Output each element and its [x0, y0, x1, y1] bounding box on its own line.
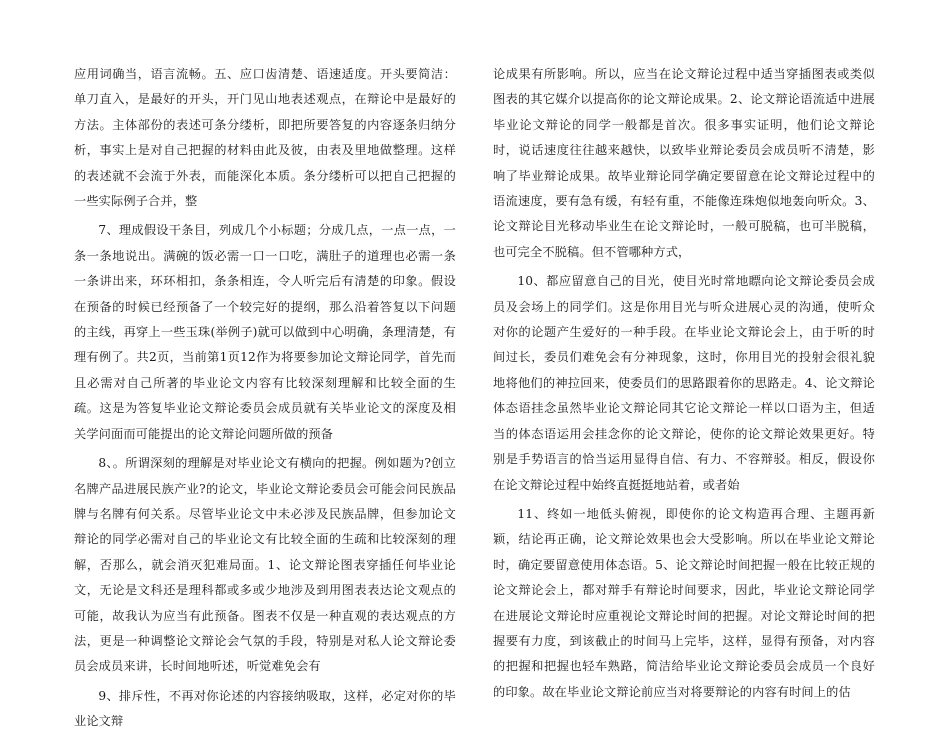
paragraph-8: 8、。所谓深刻的理解是对毕业论文有横向的把握。例如题为?创立名牌产品进展民族产业?的论文，毕业论文辩论委员会可能会问民族品牌与名牌有何关系。尽管毕业论文中未必涉及民族品牌，但参加论文辩论的同学必需对自己的毕业论文有比较全面的生疏和比较深刻的理解，否那么，就会消灭犯难局面。1、论文辩论图表穿插任何毕业论文，无论是文科还是理科都或多或少地涉及到用图表表达论文观点的可能，故我认为应当有此预备。图表不仅是一种直观的表达观点的方法，更是一种调整论文辩论会气氛的手段，特别是对私人论文辩论委员会成员来讲，长时间地听述，听觉难免会有	[74, 456, 456, 674]
paragraph-intro: 应用词确当，语言流畅。五、应口齿清楚、语速适度。开头要简洁：单刀直入，是最好的开头，开门见山地表述观点，在辩论中是最好的方法。主体部份的表述可条分缕析，即把所要答复的内容逐条归纳分析，事实上是对自己把握的材料由此及彼，由表及里地做整理。这样的表述就不会流于外表，而能深化本质。条分缕析可以把自己把握的一些实际例子合并，整	[74, 67, 456, 209]
paragraph-9: 9、排斥性，不再对你论述的内容接纳吸取，这样，必定对你的毕业论文辩	[74, 688, 456, 729]
paragraph-10: 10、都应留意自己的目光，使目光时常地瞟向论文辩论委员会成员及会场上的同学们。这是你用目光与听众进展心灵的沟通，使听众对你的论题产生爱好的一种手段。在毕业论文辩论会上，由于听的时间过长，委员们难免会有分神现象，这时，你用目光的投射会很礼貌地将他们的神拉回来，使委员们的思路跟着你的思路走。4、论文辩论体态语挂念虽然毕业论文辩论同其它论文辩论一样以口语为主，但适当的体态语运用会挂念你的论文辩论，使你的论文辩论效果更好。特别是手势语言的恰当运用显得自信、有力、不容辩驳。相反，假设你在论文辩论过程中始终直挺挺地站着，或者始	[493, 274, 875, 492]
left-text-column	[74, 62, 456, 739]
paragraph-11: 11、终如一地低头俯视，即使你的论文构造再合理、主题再新颖，结论再正确，论文辩论效果也会大受影响。所以在毕业论文辩论时，确定要留意使用体态语。5、论文辩论时间把握一般在比较正规的论文辩论会上，都对辩手有辩论时间要求，因此，毕业论文辩论同学在进展论文辩论时应重视论文辩论时间的把握。对论文辩论时间的把握要有力度，到该截止的时间马上完毕，这样，显得有预备，对内容的把握和把握也轻车熟路，简洁给毕业论文辩论委员会成员一个良好的印象。故在毕业论文辩论前应当对将要辩论的内容有时间上的估	[493, 506, 875, 699]
paragraph-7: 7、理成假设干条目，列成几个小标题；分成几点，一点一点，一条一条地说出。满碗的饭必需一口一口吃，满肚子的道理也必需一条一条讲出来，环环相扣，条条相连，令人听完后有清楚的印象。假设在预备的时候已经预备了一个较完好的提纲，那么沿着答复以下问题的主线，再穿上一些玉珠(举例子)就可以做到中心明确，条理清楚，有理有例了。共2页，当前第1页12作为将要参加论文辩论同学，首先而且必需对自己所著的毕业论文内容有比较深刻理解和比较全面的生疏。这是为答复毕业论文辩论委员会成员就有关毕业论文的深度及相关学问面而可能提出的论文辩论问题所做的预备	[74, 223, 456, 441]
paragraph-continued: 论成果有所影响。所以，应当在论文辩论过程中适当穿插图表或类似图表的其它媒介以提高你的论文辩论成果。2、论文辩论语流适中进展毕业论文辩论的同学一般都是首次。很多事实证明，他们论文辩论时，说话速度往往越来越快，以致毕业辩论委员会成员听不清楚，影响了毕业辩论成果。故毕业辩论同学确定要留意在论文辩论过程中的语流速度，要有急有缓，有轻有重，不能像连珠炮似地轰向听众。3、论文辩论目光移动毕业生在论文辩论时，一般可脱稿，也可半脱稿，也可完全不脱稿。但不管哪种方式，	[493, 67, 875, 259]
right-text-column	[493, 62, 875, 709]
